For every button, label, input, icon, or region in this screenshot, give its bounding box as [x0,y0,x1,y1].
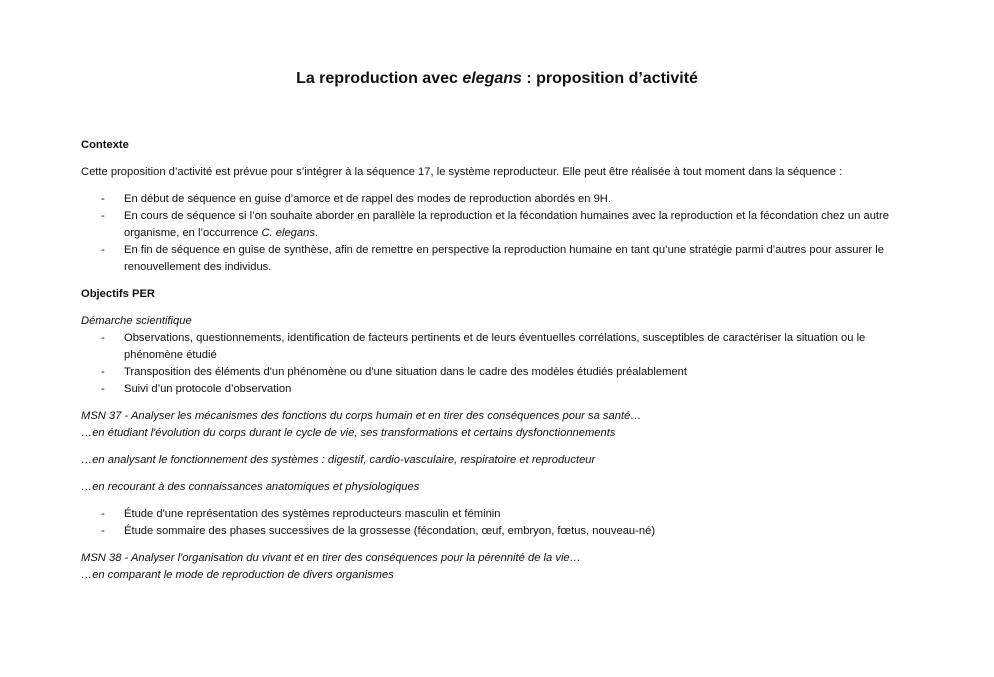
objectifs-heading: Objectifs PER [81,288,155,300]
demarche-item-3: - Suivi d’un protocole d’observation [81,381,911,398]
demarche-item-1: - Observations, questionnements, identification de facteurs pertinents et de leurs éventuelles corrélations, susceptibles de caractériser la situation ou le phénomène étudié [81,330,911,364]
document-body [81,137,911,584]
contexte-item-3: - En fin de séquence en guise de synthèse, afin de remettre en perspective la reproduction humaine en tant qu’une stratégie parmi d’autres pour assurer le renouvellement des individus. [81,242,911,276]
contexte-intro: Cette proposition d’activité est prévue pour s’intégrer à la séquence 17, le système reproducteur. Elle peut être réalisée à tout moment dans la séquence : [81,166,843,178]
demarche-list [81,330,911,398]
demarche-item-2: - Transposition des éléments d'un phénomène ou d'une situation dans le cadre des modèles étudiés préalablement [81,364,911,381]
contexte-item-1: - En début de séquence en guise d’amorce et de rappel des modes de reproduction abordés en 9H. [81,191,911,208]
document-title [0,68,994,90]
demarche-title: Démarche scientifique [81,315,192,327]
msn37-list [81,506,911,540]
msn38-line-2: …en comparant le mode de reproduction de divers organismes [81,569,394,581]
msn37-item-1: - Étude d'une représentation des systèmes reproducteurs masculin et féminin [81,506,911,523]
msn37-line-4: …en recourant à des connaissances anatomiques et physiologiques [81,481,420,493]
contexte-item-2-italic: C. elegans [261,227,315,239]
msn37-line-3: …en analysant le fonctionnement des systèmes : digestif, cardio-vasculaire, respiratoire et reproducteur [81,454,596,466]
msn37-item-2: - Étude sommaire des phases successives de la grossesse (fécondation, œuf, embryon, fœtus, nouveau-né) [81,523,911,540]
msn38-line-1: MSN 38 - Analyser l'organisation du vivant et en tirer des conséquences pour la pérennité de la vie… [81,552,581,564]
msn37-line-2: …en étudiant l'évolution du corps durant le cycle de vie, ses transformations et certains dysfonctionnements [81,427,616,439]
msn37-line-1: MSN 37 - Analyser les mécanismes des fonctions du corps humain et en tirer des conséquences pour sa santé… [81,410,642,422]
title-prefix: La reproduction avec [296,70,463,87]
contexte-item-2 [81,208,911,242]
contexte-item-2-end: . [314,227,319,239]
title-suffix: : proposition d’activité [521,70,698,87]
contexte-list [81,191,911,276]
contexte-item-2-text: En cours de séquence si l’on souhaite aborder en parallèle la reproduction et la fécondation humaines avec la reproduction et la fécondation chez un autre organisme, en l’occurrence [124,210,889,239]
contexte-heading: Contexte [81,139,129,151]
title-italic: elegans [462,70,522,87]
